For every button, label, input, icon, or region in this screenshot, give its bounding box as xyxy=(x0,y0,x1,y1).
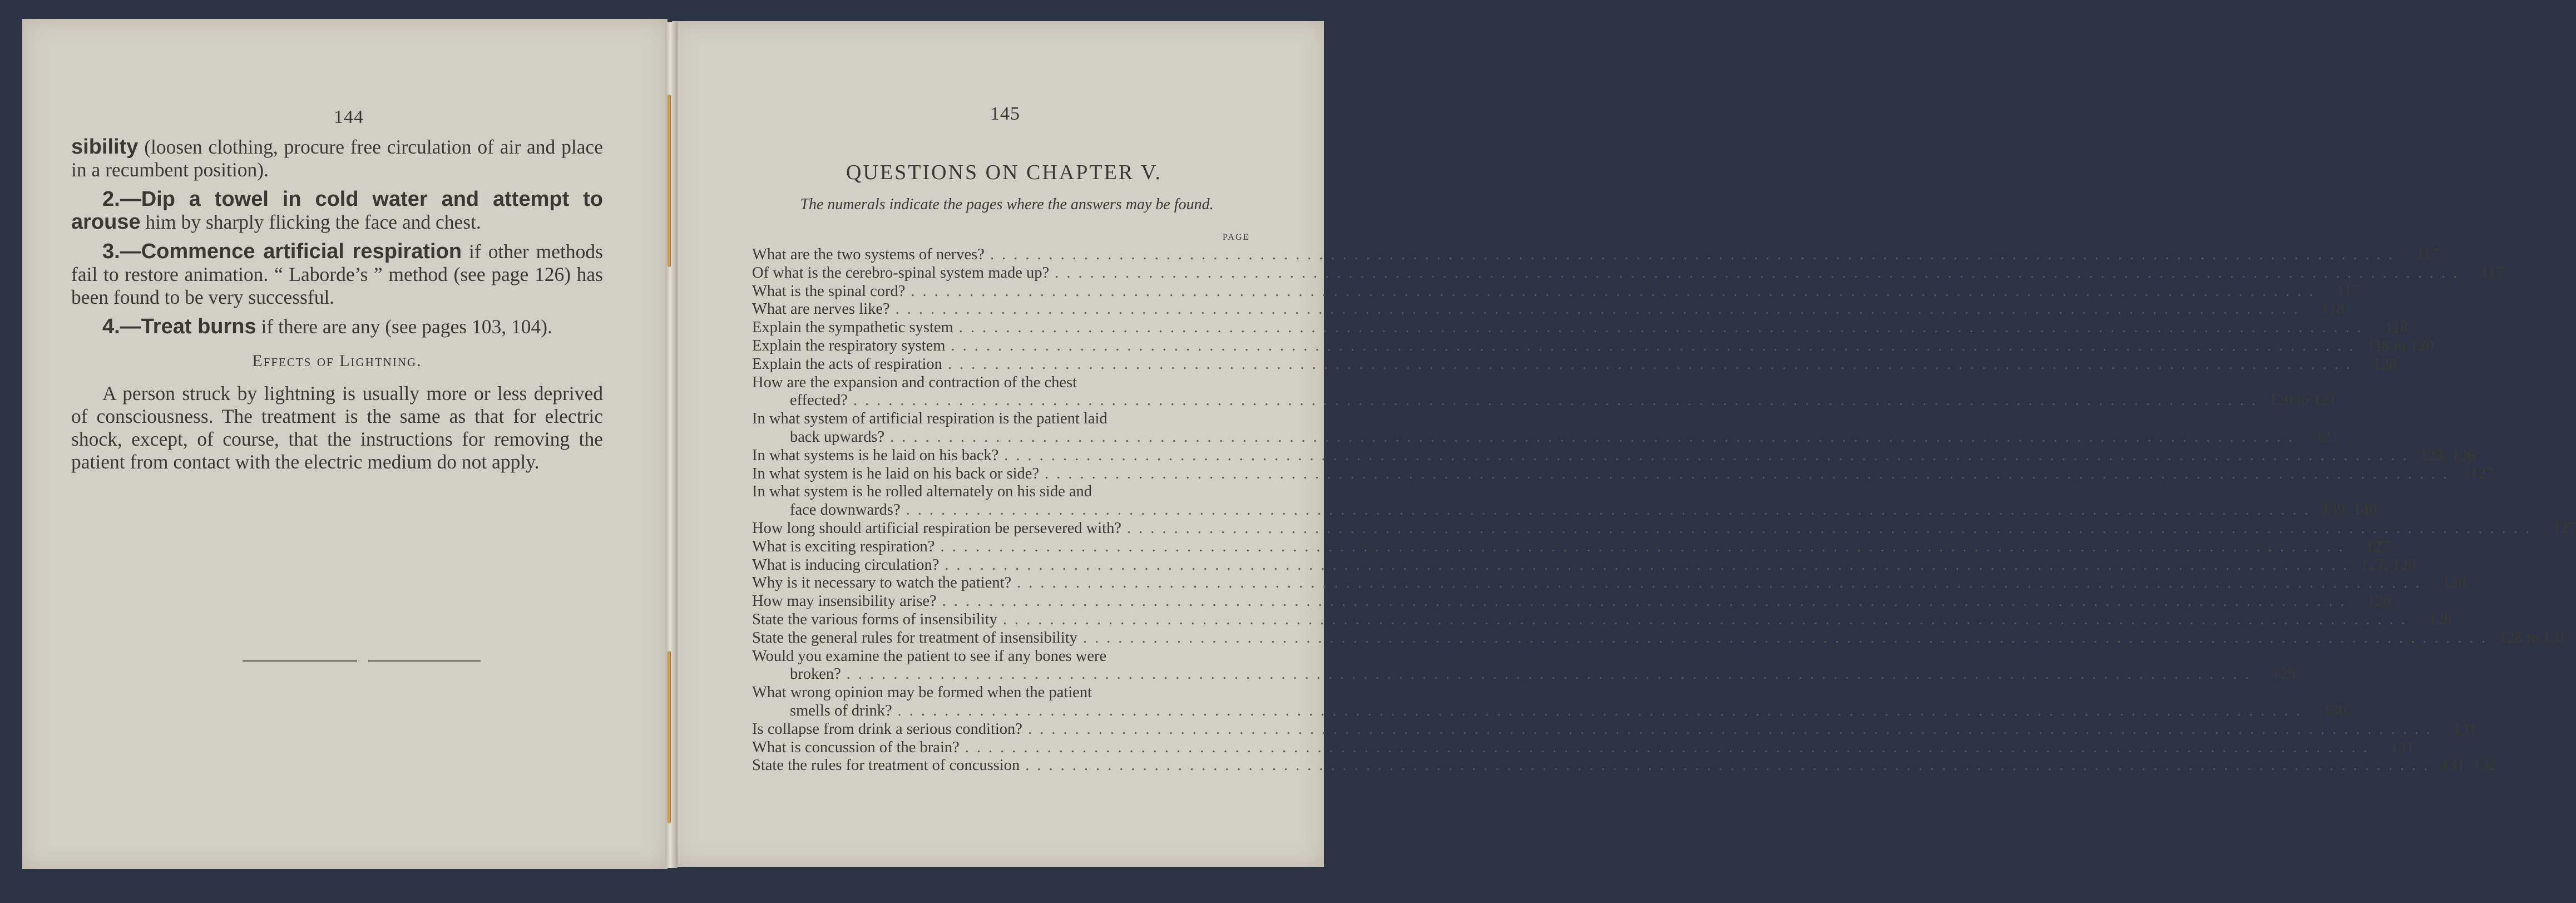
question-line xyxy=(752,282,2360,301)
questions-list xyxy=(752,246,2576,775)
question-item xyxy=(752,264,2504,283)
dot-leader: ........................................................................................................................ xyxy=(1127,519,2538,537)
chapter-title: QUESTIONS ON CHAPTER V. xyxy=(846,161,1162,184)
question-line xyxy=(752,337,2434,356)
end-rule-left xyxy=(243,660,357,662)
answer-page: 120 xyxy=(2373,355,2397,373)
question-text: State the rules for treatment of concussion xyxy=(752,757,1020,774)
right-page-number: 145 xyxy=(990,103,1020,124)
question-text: In what system is he laid on his back or side? xyxy=(752,465,1040,482)
paragraph-2-bold: 2.—Dip a towel in cold water and attempt to arouse xyxy=(71,187,603,234)
question-text: What is the spinal cord? xyxy=(752,282,906,300)
end-rule-right xyxy=(368,660,481,662)
question-item xyxy=(752,684,2347,721)
dot-leader: ........................................................................................................................ xyxy=(945,556,2355,574)
question-text: What is concussion of the brain? xyxy=(752,738,960,756)
answer-page: 123, 126 xyxy=(2420,446,2476,464)
question-text: back upwards? xyxy=(790,428,885,446)
question-item xyxy=(752,300,2345,319)
question-item xyxy=(752,647,2296,684)
question-text: How long should artificial respiration be persevered with? xyxy=(752,519,1122,537)
question-text: In what system is he rolled alternately on his side and xyxy=(752,483,1092,501)
question-line xyxy=(752,264,2504,283)
question-text: How may insensibility arise? xyxy=(752,593,937,610)
question-item xyxy=(752,519,2576,538)
question-text: What are the two systems of nerves? xyxy=(752,246,985,263)
answer-page: 131 xyxy=(2453,720,2477,738)
question-line xyxy=(752,738,2414,757)
paragraph-1-text: (loosen clothing, procure free circulation of air and place in a recumbent position). xyxy=(71,136,603,181)
question-text: What are nerves like? xyxy=(752,300,890,318)
binding-thread-bottom xyxy=(668,651,671,823)
question-text: In what systems is he laid on his back? xyxy=(752,446,999,464)
question-line xyxy=(752,392,2337,410)
answer-page: 127 xyxy=(2552,519,2576,537)
question-item xyxy=(752,629,2567,648)
answer-page: 139, 140 xyxy=(2321,501,2377,519)
question-text: In what system of artificial respiration is the patient laid xyxy=(752,410,1107,428)
question-line xyxy=(752,519,2576,538)
question-item xyxy=(752,720,2477,739)
question-item xyxy=(752,337,2434,356)
dot-leader: ........................................................................................................................ xyxy=(1025,757,2436,774)
answer-page: 128 xyxy=(2367,593,2391,610)
question-line xyxy=(752,501,2377,520)
answer-page: 117 xyxy=(2336,282,2360,300)
question-item xyxy=(752,483,2377,520)
question-text: Explain the acts of respiration xyxy=(752,355,942,373)
section-heading: Effects of Lightning. xyxy=(252,352,422,370)
answer-page: 118 to 120 xyxy=(2366,337,2434,354)
answer-page: 127 xyxy=(2365,537,2390,555)
chapter-subtitle: The numerals indicate the pages where the answers may be found. xyxy=(800,196,1214,213)
question-item xyxy=(752,373,2337,411)
question-text: broken? xyxy=(790,665,841,683)
question-line xyxy=(752,300,2345,319)
answer-page: 131 xyxy=(2390,738,2414,756)
dot-leader: ........................................................................................................................ xyxy=(846,665,2257,683)
dot-leader: ........................................................................................................................ xyxy=(1017,574,2427,592)
question-item xyxy=(752,282,2360,301)
question-item xyxy=(752,446,2476,465)
answer-page: 121 xyxy=(2315,428,2340,446)
dot-leader: ........................................................................................................................ xyxy=(958,319,2369,337)
dot-leader: ........................................................................................................................ xyxy=(906,501,2316,519)
left-page-number: 144 xyxy=(334,107,364,127)
question-item xyxy=(752,246,2439,264)
paragraph-5: A person struck by lightning is usually more or less deprived of consciousness. The treatment is the same as that for electric shock, except, of course, that the instructions for removing the patient from contact with the electric medium do not apply. xyxy=(71,382,603,473)
question-item xyxy=(752,610,2452,629)
dot-leader: ........................................................................................................................ xyxy=(1027,720,2438,738)
dot-leader: ........................................................................................................................ xyxy=(1082,629,2493,647)
dot-leader: ........................................................................................................................ xyxy=(897,702,2308,719)
answer-page: 118 xyxy=(2385,319,2408,337)
answer-page: 118 xyxy=(2321,300,2345,318)
question-text: What is exciting respiration? xyxy=(752,537,935,555)
answer-page: 117 xyxy=(2416,246,2439,263)
question-line xyxy=(752,246,2439,264)
question-text: face downwards? xyxy=(790,501,901,519)
question-item xyxy=(752,319,2408,337)
question-item xyxy=(752,410,2340,447)
question-line xyxy=(752,629,2567,648)
dot-leader: ........................................................................................................................ xyxy=(1002,610,2413,628)
answer-page: 128 xyxy=(2442,574,2466,592)
question-text: How are the expansion and contraction of the chest xyxy=(752,373,1077,391)
paragraph-3-text: if other methods fail to restore animation. “ Laborde’s ” method (see page 126) has been found to be very successful. xyxy=(71,240,603,308)
dot-leader: ........................................................................................................................ xyxy=(1045,465,2455,482)
answer-page: 120 to 121 xyxy=(2268,392,2337,409)
question-line xyxy=(752,465,2494,483)
question-text: What is inducing circulation? xyxy=(752,556,940,574)
binding-thread-top xyxy=(668,95,671,267)
question-text: Explain the sympathetic system xyxy=(752,319,953,337)
question-text: Why is it necessary to watch the patient? xyxy=(752,574,1012,592)
paragraph-4-text: if there are any (see pages 103, 104). xyxy=(256,315,552,338)
question-line xyxy=(752,556,2416,575)
dot-leader: ........................................................................................................................ xyxy=(990,246,2400,263)
question-text: Is collapse from drink a serious condition? xyxy=(752,720,1022,738)
dot-leader: ........................................................................................................................ xyxy=(965,738,2375,756)
question-line xyxy=(752,610,2452,629)
question-line xyxy=(752,702,2347,721)
question-line xyxy=(752,720,2477,739)
question-line xyxy=(752,446,2476,465)
paragraph-4-bold: 4.—Treat burns xyxy=(102,315,256,338)
question-text: Of what is the cerebro-spinal system made up? xyxy=(752,264,1050,282)
question-text: smells of drink? xyxy=(790,702,892,719)
answer-page: 117 xyxy=(2480,264,2504,282)
question-item xyxy=(752,537,2390,556)
answer-page: 127, 128 xyxy=(2360,556,2416,574)
paragraph-3-bold: 3.—Commence artificial respiration xyxy=(102,240,462,263)
paragraph-1-bold: sibility xyxy=(71,135,139,159)
question-item xyxy=(752,738,2414,757)
question-line xyxy=(752,355,2397,374)
question-item xyxy=(752,593,2391,611)
question-text: State the various forms of insensibility xyxy=(752,610,997,628)
question-line xyxy=(752,428,2340,447)
question-item xyxy=(752,757,2496,775)
dot-leader: ........................................................................................................................ xyxy=(951,337,2361,354)
question-text: effected? xyxy=(790,392,848,409)
question-item xyxy=(752,355,2397,374)
answer-page: 130 xyxy=(2322,702,2347,719)
question-line xyxy=(752,665,2296,684)
dot-leader: ........................................................................................................................ xyxy=(942,593,2352,610)
question-line xyxy=(752,757,2496,775)
answer-page: 128 to 131 xyxy=(2498,629,2567,647)
question-line xyxy=(752,319,2408,337)
dot-leader: ........................................................................................................................ xyxy=(853,392,2263,409)
answer-page: 127 xyxy=(2470,465,2494,482)
question-item xyxy=(752,556,2416,575)
question-text: What wrong opinion may be formed when the patient xyxy=(752,684,1092,702)
dot-leader: ........................................................................................................................ xyxy=(1004,446,2415,464)
paragraph-2-text: him by sharply flicking the face and chest. xyxy=(140,211,481,233)
dot-leader: ........................................................................................................................ xyxy=(940,537,2351,555)
paragraph-3 xyxy=(71,240,603,309)
question-item xyxy=(752,574,2466,593)
paragraph-1 xyxy=(71,136,603,181)
dot-leader: ........................................................................................................................ xyxy=(1055,264,2465,282)
dot-leader: ........................................................................................................................ xyxy=(890,428,2301,446)
question-text: Explain the respiratory system xyxy=(752,337,946,354)
answer-page: 128 xyxy=(2428,610,2452,628)
answer-page: 131, 132 xyxy=(2441,757,2496,774)
question-line xyxy=(752,537,2390,556)
question-line xyxy=(752,593,2391,611)
question-text: Would you examine the patient to see if any bones were xyxy=(752,647,1107,665)
question-line xyxy=(752,574,2466,593)
dot-leader: ........................................................................................................................ xyxy=(911,282,2321,300)
dot-leader: ........................................................................................................................ xyxy=(895,300,2306,318)
dot-leader: ........................................................................................................................ xyxy=(947,355,2358,373)
left-page-body xyxy=(71,136,603,480)
paragraph-2 xyxy=(71,188,603,234)
question-item xyxy=(752,465,2494,483)
page-column-label: PAGE xyxy=(1223,233,1250,242)
paragraph-4 xyxy=(71,315,603,338)
question-text: State the general rules for treatment of insensibility xyxy=(752,629,1077,647)
answer-page: 129 xyxy=(2272,665,2296,683)
